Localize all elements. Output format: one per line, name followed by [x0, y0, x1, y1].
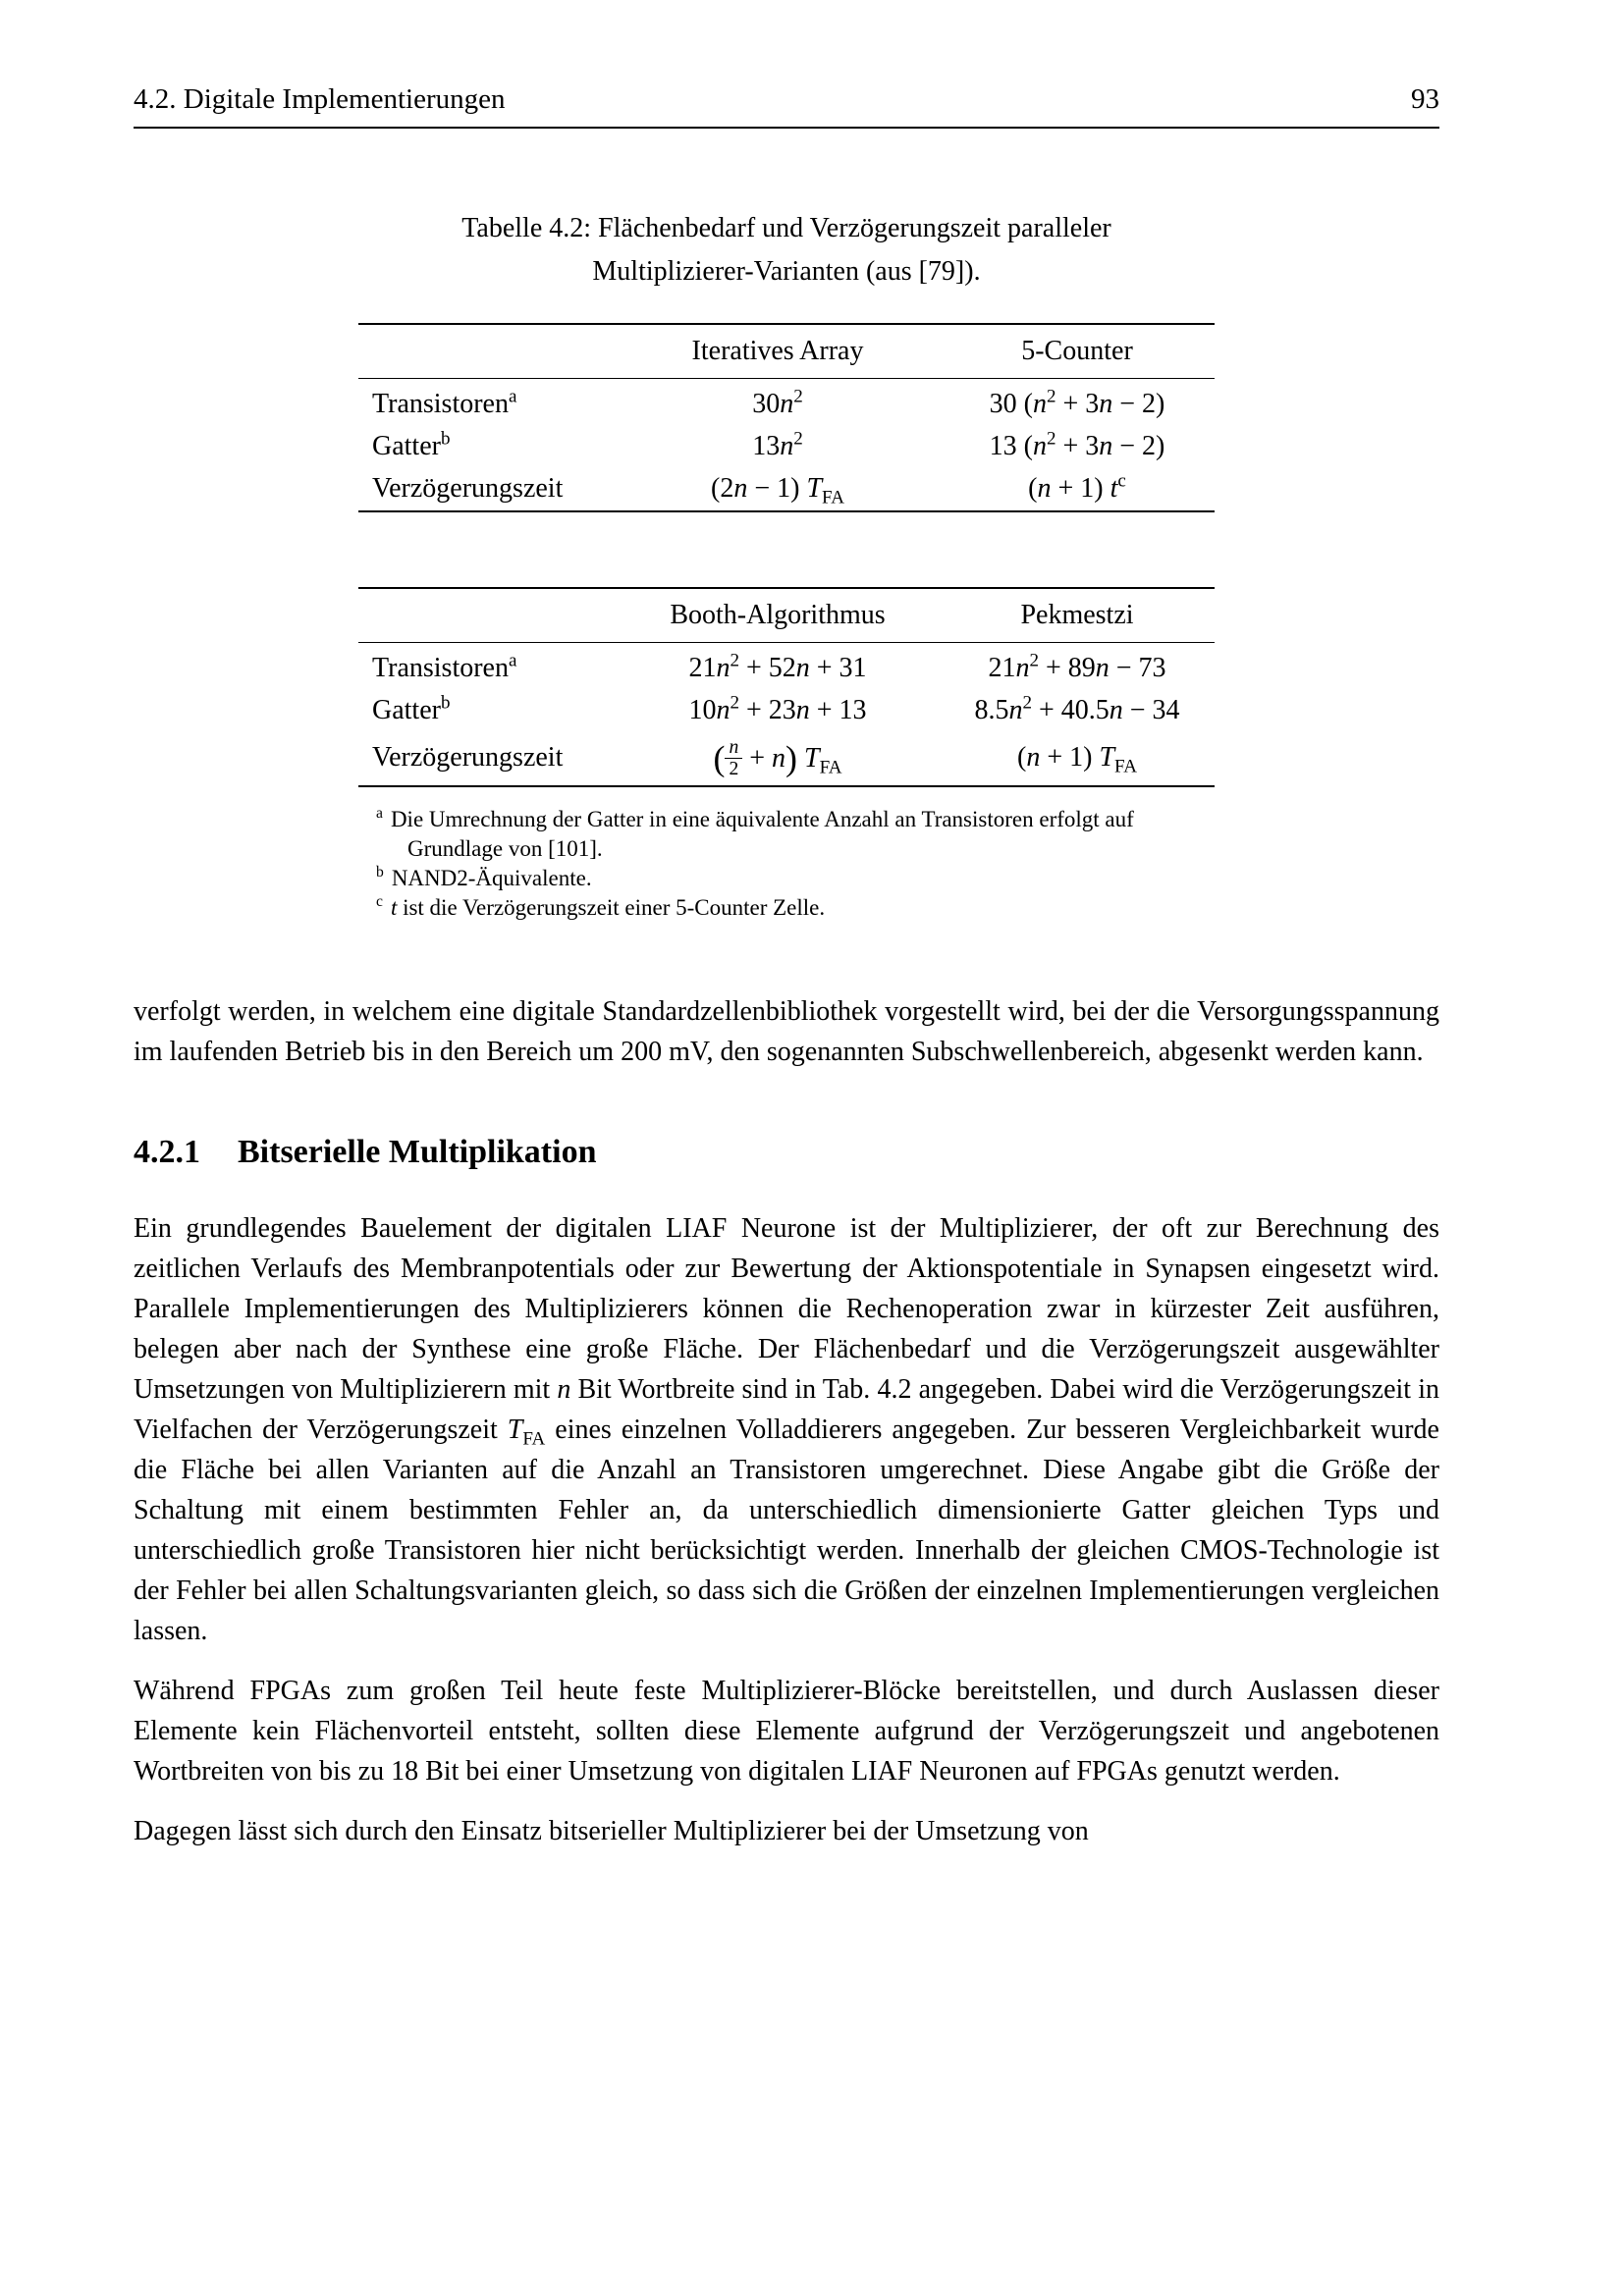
table-corner-cell: [358, 588, 616, 643]
footnote-c: [376, 893, 1215, 923]
table-cell: $21n^2 + 52n + 31$: [688, 650, 867, 683]
page-number: 93: [1411, 83, 1439, 115]
section-heading: [134, 1133, 1439, 1173]
column-header-pekmestzi: Pekmestzi: [1020, 599, 1134, 630]
row-label: Transistoren$^a$: [372, 650, 517, 683]
table-cell: ( $\frac{n}{2}$ + n) $T_{FA}$: [713, 736, 842, 779]
section-number: 4.2.1: [134, 1134, 200, 1171]
paragraph-fpga: Während FPGAs zum großen Teil heute feste Multiplizierer-Blöcke bereitstellen, und durch Auslassen dieser Elemente kein Flächenvorteil entsteht, sollten diese Elemente aufgrund der Verzögerungszeit und angebotenen Wortbreiten von bis zu 18 Bit bei einer Umsetzung von digitalen LIAF Neuronen auf FPGAs genutzt werden.: [134, 1675, 1439, 1787]
table-row-gatter: [358, 426, 1215, 468]
running-header-section: 4.2. Digitale Implementierungen: [134, 83, 506, 115]
footnote-marker: b: [376, 864, 384, 881]
table-row-verzoegerungszeit: [358, 732, 1215, 786]
row-label: Gatter$^b$: [372, 428, 451, 461]
row-label: Verzögerungszeit: [372, 742, 564, 774]
header-rule: [134, 127, 1439, 129]
table-row-verzoegerungszeit: [358, 468, 1215, 511]
section-title: Bitserielle Multiplikation: [238, 1134, 597, 1171]
table-cell: 30 $(n^2 + 3n - 2)$: [989, 386, 1165, 419]
row-label: Transistoren$^a$: [372, 386, 517, 419]
footnote-a: [376, 805, 1215, 864]
table-caption-line2: Multiplizierer-Varianten (aus [79]).: [592, 255, 981, 287]
column-header-iteratives-array: Iteratives Array: [691, 335, 864, 366]
table-corner-cell: [358, 324, 616, 379]
footnote-marker: c: [376, 893, 383, 911]
paragraph-continuation: verfolgt werden, in welchem eine digitale Standardzellenbibliothek vorgestellt wird, bei der die Versorgungsspannung im laufenden Betrieb bis in den Bereich um 200 mV, den sogenannten Subschwellenbereich, abgesenkt werden kann.: [134, 996, 1439, 1068]
table-caption: [134, 207, 1439, 294]
row-label: Verzögerungszeit: [372, 472, 564, 504]
table-row-gatter: [358, 690, 1215, 732]
footnote-marker: a: [376, 805, 383, 823]
column-header-booth: Booth-Algorithmus: [670, 599, 886, 630]
table-cell: $21n^2 + 89n - 73$: [988, 650, 1166, 683]
paragraph-bitserial-start: Dagegen lässt sich durch den Einsatz bitserieller Multiplizierer bei der Umsetzung von: [134, 1815, 1089, 1846]
running-header: [134, 82, 1439, 117]
footnote-text: Die Umrechnung der Gatter in eine äquivalente Anzahl an Transistoren erfolgt auf Grundlage von [101].: [390, 807, 1134, 862]
table-row-transistoren: [358, 642, 1215, 690]
table-caption-line1: Tabelle 4.2: Flächenbedarf und Verzögerungszeit paralleler: [461, 212, 1111, 243]
table-cell: (n + 1) $t^c$: [1028, 470, 1126, 504]
table-cell: $8.5n^2 + 40.5n - 34$: [974, 692, 1180, 725]
column-header-5counter: 5-Counter: [1021, 335, 1133, 366]
table-header-row: [358, 588, 1215, 643]
table-row-transistoren: [358, 378, 1215, 426]
row-label: Gatter$^b$: [372, 692, 451, 725]
footnote-text: NAND2-Äquivalente.: [391, 866, 592, 891]
table-iteratives-array-5counter: [358, 323, 1215, 512]
table-cell: 13 $(n^2 + 3n - 2)$: [989, 428, 1165, 461]
table-header-row: [358, 324, 1215, 379]
table-cell: $30n^2$: [752, 386, 803, 419]
paragraph-multiplier-intro: Ein grundlegendes Bauelement der digitalen LIAF Neurone ist der Multiplizierer, der oft zur Berechnung des zeitlichen Verlaufs des Membranpotentials oder zur Bewertung der Aktionspotentiale in Synapsen eingesetzt wird. Parallele Implementierungen des Multiplizierers können die Rechenoperation zwar in kürzester Zeit ausführen, belegen aber nach der Synthese eine große Fläche. Der Flächenbedarf und die Verzögerungszeit ausgewählter Umsetzungen von Multiplizierern mit n Bit Wortbreite sind in Tab. 4.2 angegeben. Dabei wird die Verzögerungszeit in Vielfachen der Verzögerungszeit $T_{FA}$ eines einzelnen Volladdierers angegeben. Zur besseren Vergleichbarkeit wurde die Fläche bei allen Varianten auf die Anzahl an Transistoren umgerechnet. Diese Angabe gibt die Größe der Schaltung mit einem bestimmten Fehler an, da unterschiedlich dimensionierte Gatter gleichen Typs und unterschiedlich große Transistoren hier nicht berücksichtigt werden. Innerhalb der gleichen CMOS-Technologie ist der Fehler bei allen Schaltungsvarianten gleich, so dass sich die Größen der einzelnen Implementierungen vergleichen lassen.: [134, 1212, 1439, 1646]
table-cell: $10n^2 + 23n + 13$: [688, 692, 867, 725]
table-booth-pekmestzi: [358, 587, 1215, 787]
table-footnotes: [358, 805, 1215, 923]
footnote-text: t ist die Verzögerungszeit einer 5-Counter Zelle.: [390, 895, 826, 921]
table-cell: (2n − 1) $T_{FA}$: [711, 472, 844, 508]
table-cell: $13n^2$: [752, 428, 803, 461]
table-cell: (n + 1) $T_{FA}$: [1017, 742, 1137, 778]
footnote-b: [376, 864, 1215, 893]
